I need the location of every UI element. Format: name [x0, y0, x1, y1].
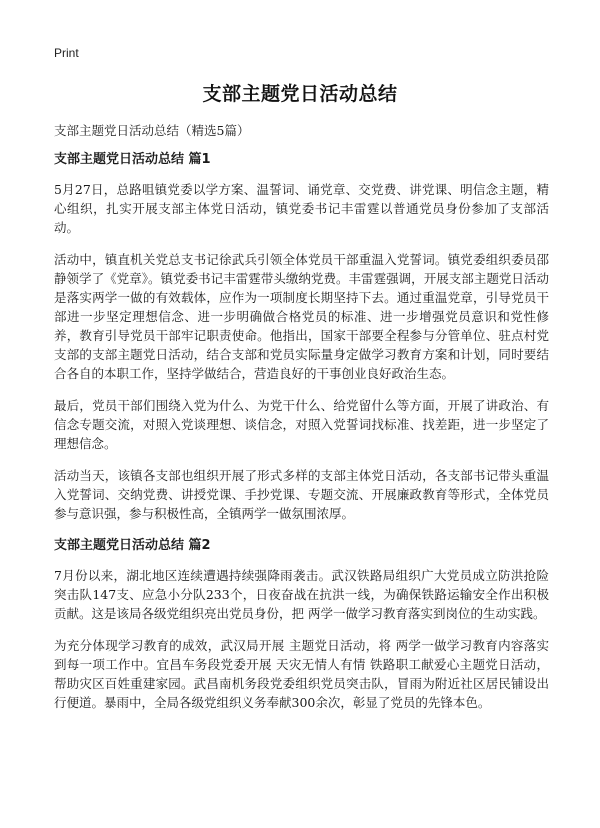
section-2 — [54, 536, 549, 712]
section-heading: 支部主题党日活动总结 篇2 — [54, 538, 211, 553]
print-link[interactable]: Print — [54, 46, 79, 60]
paragraph: 5月27日，总路咀镇党委以学方案、温誓词、诵党章、交党费、讲党课、明信念主题，精心组织，扎实开展支部主体党日活动，镇党委书记丰雷霆以普通党员身份参加了支部活动。 — [54, 182, 549, 235]
section-heading: 支部主题党日活动总结 篇1 — [54, 152, 211, 167]
page-title: 支部主题党日活动总结 — [202, 83, 398, 105]
document-subtitle: 支部主题党日活动总结（精选5篇） — [54, 123, 250, 138]
paragraph: 活动中，镇直机关党总支书记徐武兵引领全体党员干部重温入党誓词。镇党委组织委员邵静领学了《党章》。镇党委书记丰雷霆带头缴纳党费。丰雷霆强调，开展支部主题党日活动是落实两学一做的有效载体，应作为一项制度长期坚持下去。通过重温党章，引导党员干部进一步坚定理想信念、进一步明确做合格党员的标准、进一步增强党员意识和党性修养，教育引导党员干部牢记职责使命。他指出，国家干部要全程参与分管单位、驻点村党支部的支部主题党日活动，结合支部和党员实际量身定做学习教育方案和计划，同时要结合各自的本职工作，坚持学做结合，营造良好的干事创业良好政治生态。 — [54, 252, 549, 381]
paragraph: 最后，党员干部们围绕入党为什么、为党干什么、给党留什么等方面，开展了讲政治、有信念专题交流，对照入党谈理想、谈信念，对照入党誓词找标准、找差距，进一步坚定了理想信念。 — [54, 398, 549, 451]
document-body — [54, 121, 549, 725]
paragraph: 7月份以来，湖北地区连续遭遇持续强降雨袭击。武汉铁路局组织广大党员成立防洪抢险突击队147支、应急小分队233个，日夜奋战在抗洪一线，为确保铁路运输安全作出积极贡献。这是该局各级党组织亮出党员身份，把 两学一做学习教育落实到岗位的生动实践。 — [54, 568, 549, 621]
paragraph: 为充分体现学习教育的成效，武汉局开展 主题党日活动，将 两学一做学习教育内容落实到每一项工作中。宜昌车务段党委开展 天灾无情人有情 铁路职工献爱心主题党日活动，帮助灾区百姓重建家园。武昌南机务段党委组织党员突击队，冒雨为附近社区居民铺设出行便道。暴雨中，全局各级党组织义务奉献300余次，彰显了党员的先锋本色。 — [54, 638, 549, 710]
section-1 — [54, 150, 549, 523]
paragraph: 活动当天，该镇各支部也组织开展了形式多样的支部主体党日活动，各支部书记带头重温入党誓词、交纳党费、讲授党课、手抄党课、专题交流、开展廉政教育等形式，全体党员参与意识强，参与积极性高，全镇两学一做氛围浓厚。 — [54, 468, 549, 521]
